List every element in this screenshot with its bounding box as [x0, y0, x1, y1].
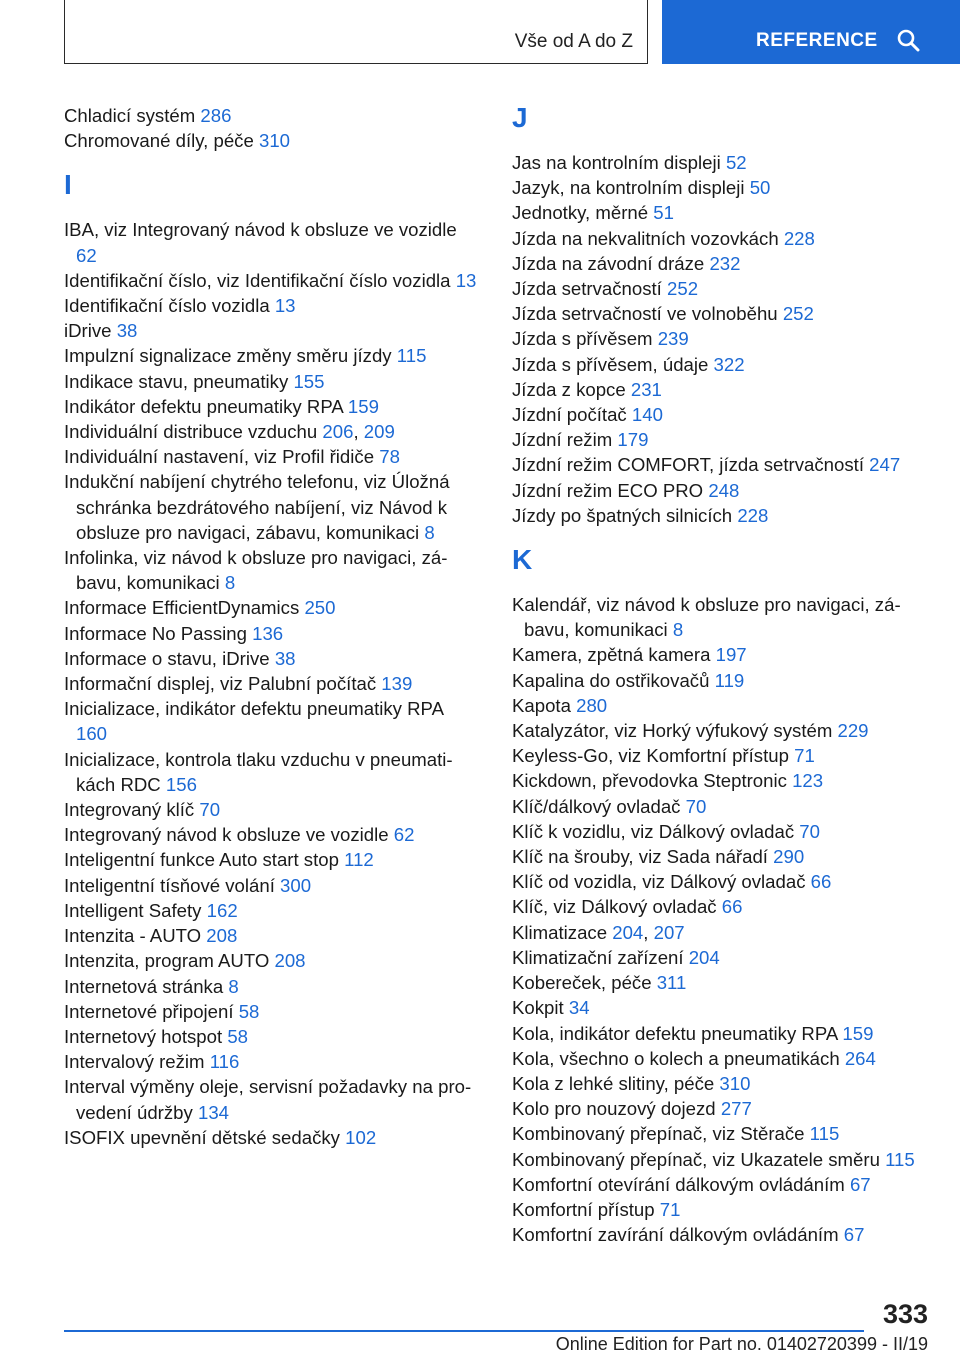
page-reference-link[interactable]: 139 — [381, 673, 413, 695]
page-reference-link[interactable]: 248 — [708, 479, 740, 501]
index-entry — [512, 844, 932, 869]
index-entry — [64, 797, 479, 822]
index-entry-text: Klíč/dálkový ovladač — [512, 795, 681, 817]
index-entry-text: Kamera, zpětná kamera — [512, 644, 711, 666]
index-entry-text: Kombinovaný přepínač, viz Ukazatele směru — [512, 1148, 880, 1170]
page-reference-link[interactable]: 162 — [206, 899, 238, 921]
index-entry-text: Klíč na šrouby, viz Sada nářadí — [512, 846, 768, 868]
page-reference-link[interactable]: 38 — [116, 320, 138, 342]
page-reference-link[interactable]: 34 — [568, 997, 590, 1019]
index-entry-text: Jízda setrvačností ve volnoběhu — [512, 303, 778, 325]
index-entry — [512, 1021, 932, 1046]
index-entry — [512, 276, 932, 301]
page-reference-link[interactable]: 159 — [842, 1022, 874, 1044]
index-entry-text: Indikátor defektu pneumatiky RPA — [64, 395, 343, 417]
page-reference-link[interactable]: 155 — [293, 370, 325, 392]
index-entry-text: Keyless-Go, viz Komfortní přístup — [512, 745, 789, 767]
page-reference-link[interactable]: 71 — [659, 1198, 681, 1220]
page-reference-link[interactable]: 159 — [347, 395, 379, 417]
index-entry — [64, 1125, 479, 1150]
index-entry-text: Kola, indikátor defektu pneumatiky RPA — [512, 1022, 838, 1044]
index-entry — [512, 743, 932, 768]
index-entry-text: Identifikační číslo, viz Identifikační číslo vozidla — [64, 269, 451, 291]
page-reference-link[interactable]: 66 — [721, 896, 743, 918]
index-entry — [64, 898, 479, 923]
index-entry: Klimatizace 204, 207 — [512, 921, 685, 943]
index-entry — [512, 642, 932, 667]
index-entry — [512, 301, 932, 326]
index-entry — [64, 318, 479, 343]
page-reference-link[interactable]: 252 — [782, 303, 814, 325]
index-entry — [64, 595, 479, 620]
index-entry — [512, 592, 932, 642]
index-entry — [512, 869, 932, 894]
index-entry-text: Inteligentní tísňové volání — [64, 874, 275, 896]
index-entry — [512, 226, 932, 251]
index-entry — [512, 251, 932, 276]
index-entry-text: Komfortní přístup — [512, 1198, 655, 1220]
index-entry-text: Inteligentní funkce Auto start stop — [64, 849, 339, 871]
index-entry-text: Internetová stránka — [64, 975, 224, 997]
page-reference-link[interactable]: 231 — [630, 378, 662, 400]
page-reference-link[interactable]: 119 — [714, 669, 745, 691]
index-entry-text: Intenzita, program AUTO — [64, 950, 270, 972]
index-entry — [512, 200, 932, 225]
page-reference-link[interactable]: 58 — [227, 1025, 249, 1047]
header-section-box — [64, 0, 648, 64]
page-reference-link[interactable]: 115 — [396, 345, 427, 367]
page-reference-link[interactable]: 38 — [274, 647, 296, 669]
index-entry-text: Klíč, viz Dálkový ovladač — [512, 896, 717, 918]
index-entry — [64, 293, 479, 318]
index-entry-text: Klimatizace — [512, 921, 608, 943]
index-entry-text: Jízdní režim — [512, 429, 613, 451]
page-reference-link[interactable]: 8 — [424, 521, 435, 543]
index-entry-text: Integrovaný návod k obsluze ve vozidle — [64, 824, 389, 846]
page-reference-link[interactable]: 228 — [737, 504, 769, 526]
index-entry-text: Inicializace, kontrola tlaku vzduchu v pneumatikách RDC — [64, 748, 453, 795]
index-entry-text: Jízdy po špatných silnicích — [512, 504, 733, 526]
index-entry-text: Jízdní počítač — [512, 404, 627, 426]
page-reference-link[interactable]: 66 — [810, 871, 832, 893]
index-entry — [512, 175, 932, 200]
index-entry-text: Komfortní otevírání dálkovým ovládáním — [512, 1173, 845, 1195]
page-reference-link[interactable]: 71 — [794, 745, 815, 767]
index-entry-text: Interval výměny oleje, servisní požadavky na provedení údržby — [64, 1076, 472, 1123]
index-entry — [512, 478, 932, 503]
page-reference-link[interactable]: 70 — [685, 795, 707, 817]
index-entry — [64, 974, 479, 999]
index-entry — [64, 545, 479, 595]
index-entry — [512, 1121, 932, 1146]
index-entry-text: Jednotky, měrné — [512, 202, 649, 224]
page-reference-link[interactable]: 50 — [749, 177, 771, 199]
index-entry-text: Jízda na nekvalitních vozovkách — [512, 227, 779, 249]
index-entry-text: Klíč k vozidlu, viz Dálkový ovladač — [512, 820, 795, 842]
page-reference-link[interactable]: 67 — [843, 1224, 865, 1246]
section-title: Vše od A do Z — [514, 31, 633, 52]
index-entry — [512, 970, 932, 995]
index-entry-text: Jízda z kopce — [512, 378, 626, 400]
page-reference-link[interactable]: 116 — [209, 1051, 240, 1073]
index-entry — [512, 668, 932, 693]
page-reference-link[interactable]: 310 — [259, 130, 291, 152]
search-icon — [896, 28, 920, 52]
index-entry — [512, 794, 932, 819]
index-entry — [64, 621, 479, 646]
index-entry — [64, 747, 479, 797]
index-column-left — [64, 103, 479, 1150]
page-reference-link[interactable]: 208 — [206, 925, 238, 947]
page-reference-link[interactable]: 62 — [76, 244, 97, 266]
index-entry — [64, 1049, 479, 1074]
index-entry — [512, 1046, 932, 1071]
page-reference-link[interactable]: 8 — [672, 619, 684, 641]
index-entry — [64, 268, 479, 293]
index-entry — [512, 945, 932, 970]
index-entry-text: Informace EfficientDynamics — [64, 597, 300, 619]
index-entry — [64, 394, 479, 419]
page-reference-link[interactable]: 204 — [612, 921, 644, 943]
index-entry-text: Klíč od vozidla, viz Dálkový ovladač — [512, 871, 806, 893]
page-reference-link[interactable]: 70 — [199, 799, 221, 821]
page-reference-link[interactable]: 78 — [379, 446, 400, 468]
page-reference-link[interactable]: 179 — [617, 429, 649, 451]
page-reference-link[interactable]: 207 — [653, 921, 685, 943]
index-entry-text: Klimatizační zařízení — [512, 946, 684, 968]
index-entry-text: Informace o stavu, iDrive — [64, 647, 270, 669]
page-reference-link[interactable]: 280 — [576, 694, 608, 716]
page-reference-link[interactable]: 300 — [280, 874, 312, 896]
index-entry — [64, 999, 479, 1024]
index-entry-text: iDrive — [64, 320, 112, 342]
index-entry-text: Kola z lehké slitiny, péče — [512, 1072, 715, 1094]
index-entry — [64, 873, 479, 898]
page-reference-link[interactable]: 13 — [274, 295, 296, 317]
page-reference-link[interactable]: 140 — [631, 404, 663, 426]
index-entry-text: Kickdown, převodovka Steptronic — [512, 770, 787, 792]
index-entry-text: Kapota — [512, 694, 571, 716]
index-entry — [512, 402, 932, 427]
index-entry-text: Jízda na závodní dráze — [512, 252, 705, 274]
page-reference-link[interactable]: 250 — [304, 597, 336, 619]
page-number: 333 — [882, 1299, 928, 1329]
page-reference-link[interactable]: 310 — [719, 1072, 751, 1094]
index-entry — [512, 995, 932, 1020]
index-entry-text: Intervalový režim — [64, 1051, 205, 1073]
index-entry — [64, 444, 479, 469]
index-entry-text: Intenzita - AUTO — [64, 925, 202, 947]
index-entry-text: Intelligent Safety — [64, 899, 202, 921]
index-entry-text: Jízda s přívěsem — [512, 328, 653, 350]
page-reference-link[interactable]: 136 — [252, 622, 284, 644]
page-reference-link[interactable]: 52 — [725, 152, 747, 173]
page-reference-link[interactable]: 208 — [274, 950, 306, 972]
index-entry — [512, 768, 932, 793]
index-entry — [512, 894, 932, 919]
page-reference-link[interactable]: 232 — [709, 252, 741, 274]
index-entry-text: Jízdní režim ECO PRO — [512, 479, 704, 501]
index-entry — [512, 452, 932, 477]
page-reference-link[interactable]: 239 — [657, 328, 689, 350]
page-reference-link[interactable]: 206 — [322, 421, 354, 443]
index-entry-text: IBA, viz Integrovaný návod k obsluze ve vozidle — [64, 219, 457, 241]
index-entry-text: Jas na kontrolním displeji — [512, 152, 721, 173]
index-entry-text: Jízda s přívěsem, údaje — [512, 353, 709, 375]
index-entry — [64, 671, 479, 696]
index-entry-text: Kobereček, péče — [512, 972, 652, 994]
reference-tab[interactable] — [662, 0, 960, 64]
index-entry-text: Kolo pro nouzový dojezd — [512, 1098, 716, 1120]
index-entry-text: Individuální nastavení, viz Profil řidiče — [64, 446, 375, 468]
page-reference-link[interactable]: 51 — [653, 202, 674, 224]
page-reference-link[interactable]: 102 — [345, 1126, 377, 1148]
index-entry — [512, 1222, 932, 1247]
index-entry-text: Kalendář, viz návod k obsluze pro navigaci, zábavu, komunikaci — [512, 594, 901, 641]
index-entry-text: Jazyk, na kontrolním displeji — [512, 177, 745, 199]
index-entry — [512, 1096, 932, 1121]
index-entry-text: Identifikační číslo vozidla — [64, 295, 270, 317]
page-reference-link[interactable]: 8 — [224, 572, 236, 594]
index-entry — [64, 646, 479, 671]
index-entry — [64, 217, 479, 267]
index-entry-text: Komfortní zavírání dálkovým ovládáním — [512, 1224, 839, 1246]
index-entry-text: Integrovaný klíč — [64, 799, 195, 821]
index-entry-text: Kombinovaný přepínač, viz Stěrače — [512, 1123, 805, 1145]
index-entry — [512, 352, 932, 377]
page-reference-link[interactable]: 322 — [713, 353, 745, 375]
page-reference-link[interactable]: 156 — [165, 773, 197, 795]
page-reference-link[interactable]: 13 — [455, 269, 477, 291]
page-reference-link[interactable]: 247 — [869, 454, 901, 476]
index-entry — [512, 1172, 932, 1197]
page-reference-link[interactable]: 290 — [773, 846, 805, 868]
page-reference-link[interactable]: 286 — [200, 105, 232, 126]
index-entry — [64, 1024, 479, 1049]
index-entry — [64, 343, 479, 368]
page-reference-link[interactable]: 67 — [849, 1173, 871, 1195]
page-reference-link[interactable]: 123 — [792, 770, 824, 792]
index-entry-text: Chromované díly, péče — [64, 130, 254, 152]
index-entry-text: Jízdní režim COMFORT, jízda setrvačností — [512, 454, 864, 476]
index-entry-text: Internetové připojení — [64, 1000, 234, 1022]
index-letter-heading: I — [64, 169, 72, 201]
index-entry — [512, 718, 932, 743]
index-column-right — [512, 103, 932, 1247]
page-reference-link[interactable]: 264 — [844, 1047, 876, 1069]
index-letter-heading: K — [512, 544, 533, 576]
page-reference-link[interactable]: 197 — [715, 644, 747, 666]
index-entry-text: Katalyzátor, viz Horký výfukový systém — [512, 720, 833, 742]
index-entry — [512, 1197, 932, 1222]
index-entry — [64, 103, 479, 128]
index-entry — [64, 1074, 479, 1124]
index-entry-text: Indikace stavu, pneumatiky — [64, 370, 289, 392]
index-entry-text: ISOFIX upevnění dětské sedačky — [64, 1126, 340, 1148]
index-entry: Individuální distribuce vzduchu 206, 209 — [64, 421, 395, 443]
index-entry-text: Impulzní signalizace změny směru jízdy — [64, 345, 392, 367]
footer-divider — [64, 1330, 864, 1332]
page-reference-link[interactable]: 252 — [667, 278, 699, 300]
index-entry-text: Internetový hotspot — [64, 1025, 223, 1047]
index-entry — [512, 326, 932, 351]
index-entry — [64, 847, 479, 872]
index-entry — [64, 369, 479, 394]
page-reference-link[interactable]: 228 — [783, 227, 815, 249]
index-entry — [64, 923, 479, 948]
page-reference-link[interactable]: 311 — [656, 972, 687, 994]
index-entry — [64, 822, 479, 847]
page-reference-link[interactable]: 209 — [363, 421, 395, 443]
index-entry — [512, 377, 932, 402]
index-entry — [512, 503, 932, 528]
page-reference-link[interactable]: 62 — [393, 824, 415, 846]
page-reference-link[interactable]: 204 — [688, 946, 720, 968]
page-reference-link[interactable]: 229 — [837, 720, 869, 742]
page-reference-link[interactable]: 160 — [76, 723, 108, 745]
index-entry — [64, 948, 479, 973]
index-entry — [64, 469, 479, 545]
page-reference-link[interactable]: 115 — [885, 1148, 915, 1170]
page-reference-link[interactable]: 8 — [228, 975, 239, 997]
index-entry — [512, 1147, 932, 1172]
page-reference-link[interactable]: 115 — [809, 1123, 840, 1145]
page-reference-link[interactable]: 58 — [238, 1000, 260, 1022]
index-entry — [512, 1071, 932, 1096]
page-reference-link[interactable]: 134 — [197, 1101, 230, 1123]
index-entry — [64, 696, 479, 746]
index-entry-text: Kokpit — [512, 997, 564, 1019]
index-entry — [512, 150, 932, 175]
index-entry-text: Chladicí systém — [64, 105, 196, 126]
index-entry — [512, 819, 932, 844]
page-reference-link[interactable]: 277 — [720, 1098, 752, 1120]
page-reference-link[interactable]: 70 — [799, 820, 820, 842]
index-entry-text: Indukční nabíjení chytrého telefonu, viz Úložná schránka bezdrátového nabíjení, viz Návod k obsluze pro navigaci, zábavu, komunikaci — [64, 471, 450, 543]
index-entry — [512, 693, 932, 718]
index-entry-text: Infolinka, viz návod k obsluze pro navigaci, zábavu, komunikaci — [64, 547, 448, 594]
footer-edition: Online Edition for Part no. 01402720399 - II/19 — [555, 1334, 928, 1354]
page-reference-link[interactable]: 112 — [344, 849, 374, 871]
index-entry-text: Informace No Passing — [64, 622, 247, 644]
reference-label: REFERENCE — [756, 30, 878, 51]
index-entry — [512, 427, 932, 452]
index-entry-text: Kola, všechno o kolech a pneumatikách — [512, 1047, 840, 1069]
index-entry-text: Inicializace, indikátor defektu pneumatiky RPA — [64, 698, 443, 720]
index-entry-text: Jízda setrvačností — [512, 278, 662, 300]
index-entry-text: Individuální distribuce vzduchu — [64, 421, 318, 443]
index-entry-text: Kapalina do ostřikovačů — [512, 669, 710, 691]
index-entry — [64, 128, 479, 153]
index-entry-text: Informační displej, viz Palubní počítač — [64, 673, 377, 695]
index-letter-heading: J — [512, 102, 528, 133]
